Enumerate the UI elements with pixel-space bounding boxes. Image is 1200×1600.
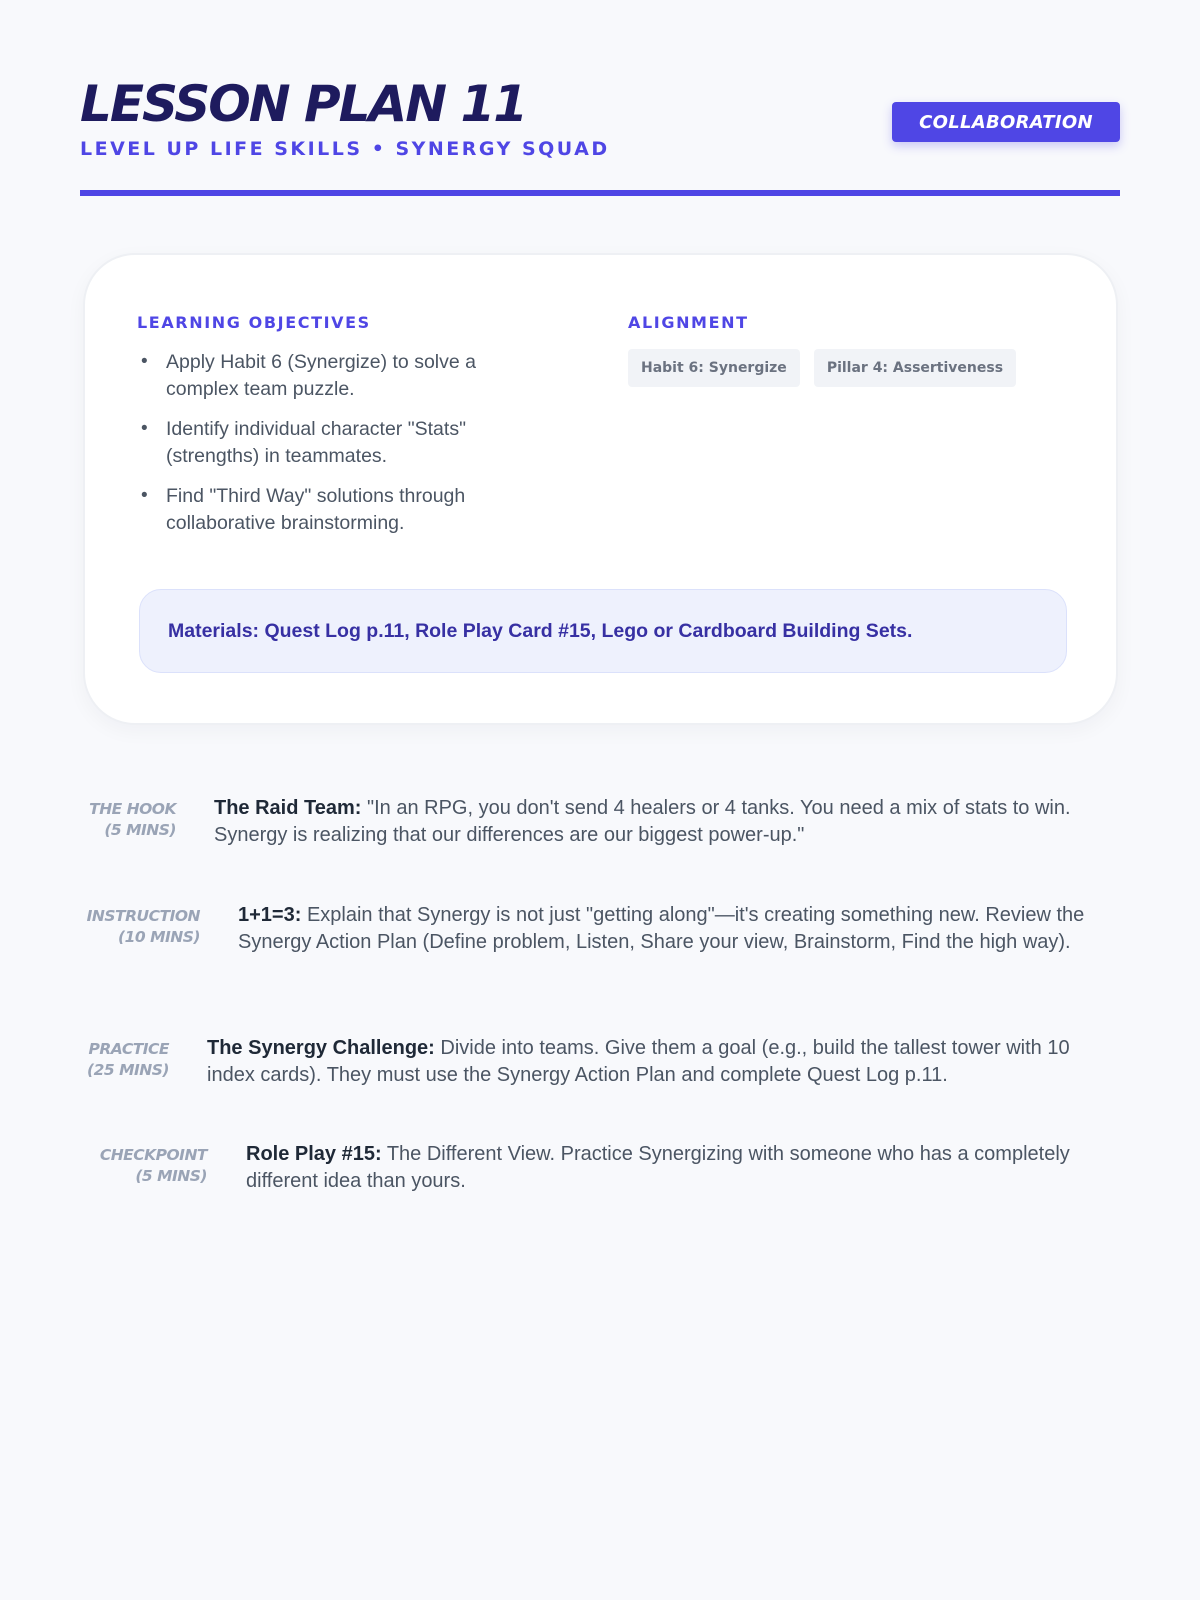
section-lead: Role Play #15: [246, 1143, 382, 1165]
section-instruction [80, 902, 1118, 955]
alignment-tag: Habit 6: Synergize [628, 349, 800, 387]
section-label: THE HOOK (5 MINS) [89, 800, 176, 839]
bullet-icon: • [141, 351, 148, 372]
materials-box: Materials: Quest Log p.11, Role Play Card #15, Lego or Cardboard Building Sets. [139, 589, 1067, 673]
section-practice [80, 1035, 1117, 1088]
category-badge: COLLABORATION [892, 102, 1120, 142]
page-title: LESSON PLAN 11 [80, 75, 527, 133]
objectives-heading: LEARNING OBJECTIVES [137, 313, 371, 332]
section-lead: The Raid Team: [214, 797, 362, 819]
section-body: The Synergy Challenge: Divide into teams. Give them a goal (e.g., build the tallest tower with 10 index cards). They must use the Synergy Action Plan and complete Quest Log p.11. [207, 1037, 1070, 1086]
objectives-list [139, 349, 529, 550]
section-body: Role Play #15: The Different View. Practice Synergizing with someone who has a completely different idea than yours. [246, 1143, 1070, 1192]
objective-item: • Find "Third Way" solutions through collaborative brainstorming. [141, 485, 466, 534]
alignment-heading: ALIGNMENT [628, 313, 749, 332]
bullet-icon: • [141, 485, 148, 506]
section-body: 1+1=3: Explain that Synergy is not just "getting along"—it's creating something new. Review the Synergy Action Plan (Define problem, Listen, Share your view, Brainstorm, Find the high way). [238, 904, 1085, 953]
section-label: CHECKPOINT (5 MINS) [99, 1146, 207, 1185]
alignment-tags [628, 349, 1016, 387]
section-lead: 1+1=3: [238, 904, 302, 926]
objective-item: • Apply Habit 6 (Synergize) to solve a complex team puzzle. [141, 351, 476, 400]
alignment-tag: Pillar 4: Assertiveness [814, 349, 1016, 387]
bullet-icon: • [141, 418, 148, 439]
section-label: PRACTICE (25 MINS) [87, 1040, 169, 1079]
overview-card [83, 253, 1118, 725]
section-hook [80, 795, 1120, 848]
section-body: The Raid Team: "In an RPG, you don't send 4 healers or 4 tanks. You need a mix of stats to win. Synergy is realizing that our differences are our biggest power-up." [214, 797, 1071, 846]
section-lead: The Synergy Challenge: [207, 1037, 435, 1059]
section-label: INSTRUCTION (10 MINS) [86, 907, 200, 946]
section-checkpoint [80, 1141, 1126, 1194]
page-header [80, 72, 1120, 196]
objective-item: • Identify individual character "Stats" (strengths) in teammates. [141, 418, 466, 467]
page-subtitle: LEVEL UP LIFE SKILLS • SYNERGY SQUAD [80, 138, 610, 160]
